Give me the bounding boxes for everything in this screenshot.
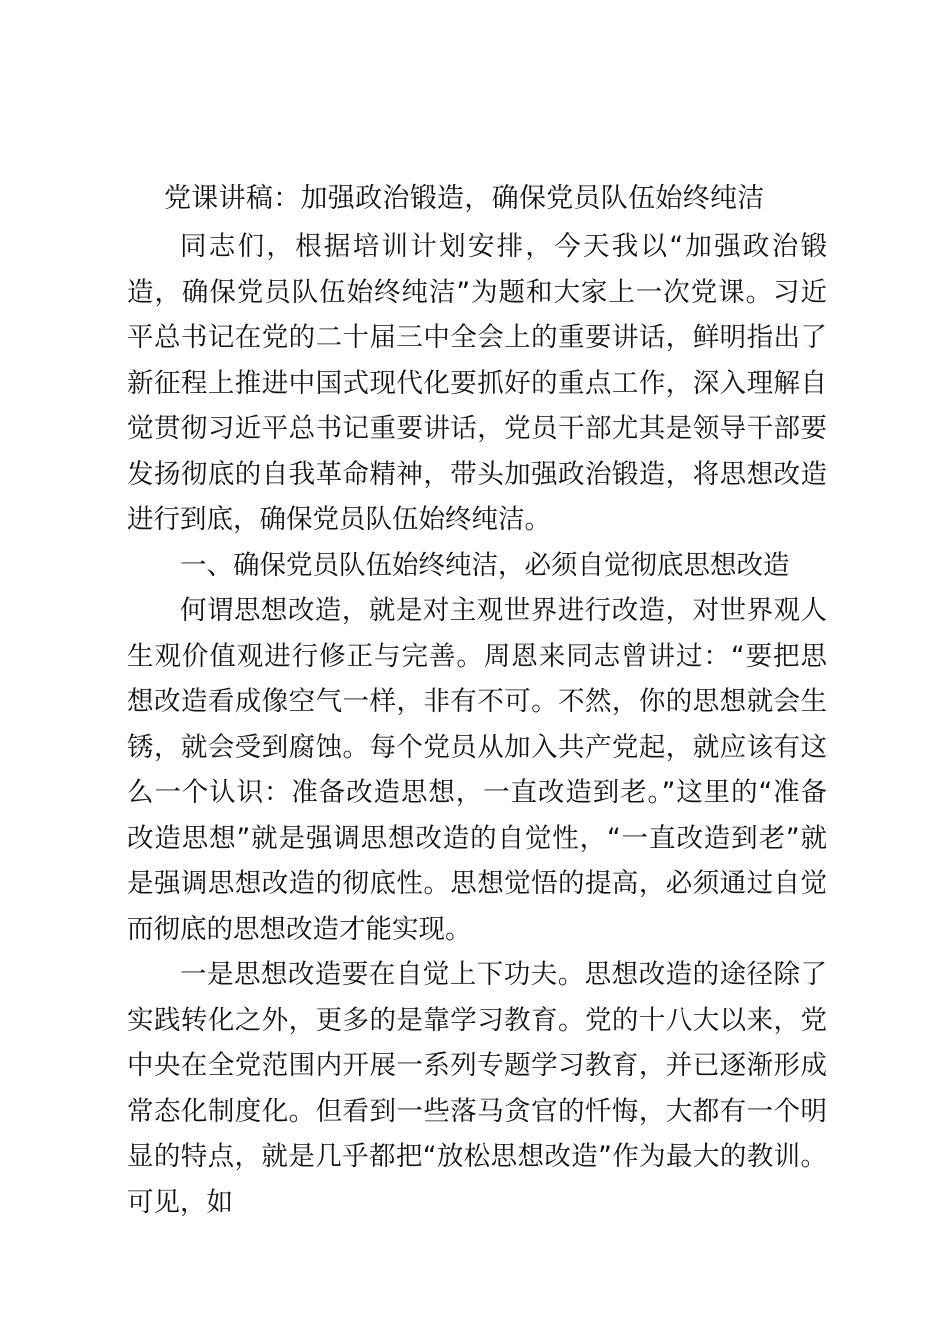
paragraph-point-one: 一是思想改造要在自觉上下功夫。思想改造的途径除了实践转化之外，更多的是靠学习教育。党的十八大以来，党中央在全党范围内开展一系列专题学习教育，并已逐渐形成常态化制度化。但看到一些落马贪官的忏悔，大都有一个明显的特点，就是几乎都把“放松思想改造”作为最大的教训。可见，如: [127, 959, 827, 1218]
document-title: 党课讲稿：加强政治锻造，确保党员队伍始终纯洁: [164, 183, 765, 214]
section-heading-1: 一、确保党员队伍始终纯洁，必须自觉彻底思想改造: [180, 549, 790, 581]
paragraph-thought-reform: 何谓思想改造，就是对主观世界进行改造，对世界观人生观价值观进行修正与完善。周恩来同志曾讲过：“要把思想改造看成像空气一样，非有不可。不然，你的思想就会生锈，就会受到腐蚀。每个党员从加入共产党起，就应该有这么一个认识：准备改造思想，一直改造到老。”这里的“准备改造思想”就是强调思想改造的自觉性，“一直改造到老”就是强调思想改造的彻底性。思想觉悟的提高，必须通过自觉而彻底的思想改造才能实现。: [127, 595, 827, 945]
paragraph-intro: 同志们，根据培训计划安排，今天我以“加强政治锻造，确保党员队伍始终纯洁”为题和大家上一次党课。习近平总书记在党的二十届三中全会上的重要讲话，鲜明指出了新征程上推进中国式现代化要抓好的重点工作，深入理解自觉贯彻习近平总书记重要讲话，党员干部尤其是领导干部要发扬彻底的自我革命精神，带头加强政治锻造，将思想改造进行到底，确保党员队伍始终纯洁。: [127, 231, 827, 535]
document-body: [127, 224, 827, 1225]
